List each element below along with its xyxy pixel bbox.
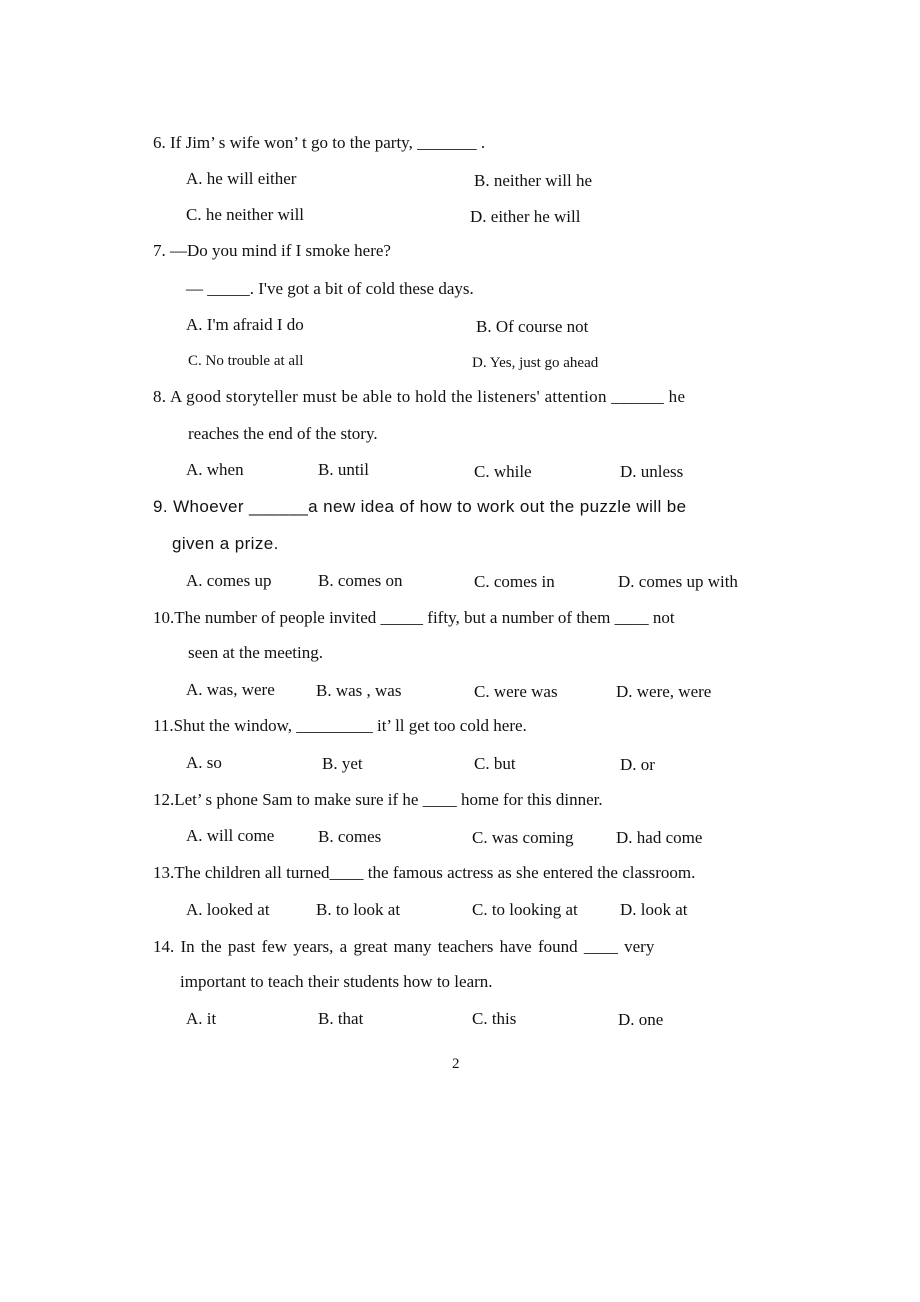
q14-stem: 14. In the past few years, a great many teachers have found ____ very — [153, 937, 655, 956]
q12-option-c: C. was coming — [472, 828, 574, 847]
q8-option-b: B. until — [318, 460, 370, 479]
q10-option-c: C. were was — [474, 682, 558, 701]
q9-option-b: B. comes on — [318, 571, 403, 590]
q6-option-b: B. neither will he — [474, 171, 593, 190]
q13-stem: 13.The children all turned____ the famous actress as she entered the classroom. — [153, 863, 696, 882]
q11-option-a: A. so — [186, 753, 222, 772]
q7-option-c: C. No trouble at all — [188, 353, 304, 369]
q7-option-a: A. I'm afraid I do — [186, 315, 304, 334]
q8-stem-line2: reaches the end of the story. — [188, 424, 378, 443]
q12-option-a: A. will come — [186, 826, 275, 845]
q7-option-b: B. Of course not — [476, 317, 589, 336]
q13-option-c: C. to looking at — [472, 900, 578, 919]
q14-option-a: A. it — [186, 1009, 217, 1028]
q11-option-b: B. yet — [322, 754, 363, 773]
q9-stem: 9. Whoever ______a new idea of how to work out the puzzle will be — [153, 497, 687, 516]
q10-option-d: D. were, were — [616, 682, 712, 701]
q9-option-d: D. comes up with — [618, 572, 738, 591]
q11-option-c: C. but — [474, 754, 516, 773]
q8-stem: 8. A good storyteller must be able to hold the listeners' attention ______ he — [153, 387, 686, 406]
q9-stem-line2: given a prize. — [172, 534, 279, 553]
q7-stem-line2: — _____. I've got a bit of cold these days. — [186, 279, 474, 298]
q12-option-d: D. had come — [616, 828, 703, 847]
q9-option-c: C. comes in — [474, 572, 555, 591]
q14-stem-line2: important to teach their students how to learn. — [180, 972, 493, 991]
q13-option-b: B. to look at — [316, 900, 401, 919]
q14-option-c: C. this — [472, 1009, 517, 1028]
q8-option-c: C. while — [474, 462, 532, 481]
q10-stem: 10.The number of people invited _____ fifty, but a number of them ____ not — [153, 608, 675, 627]
q9-option-a: A. comes up — [186, 571, 272, 590]
q12-option-b: B. comes — [318, 827, 382, 846]
q14-option-d: D. one — [618, 1010, 664, 1029]
q12-stem: 12.Let’ s phone Sam to make sure if he ____ home for this dinner. — [153, 790, 603, 809]
q11-stem: 11.Shut the window, _________ it’ ll get too cold here. — [153, 716, 527, 735]
q10-option-b: B. was , was — [316, 681, 402, 700]
q10-stem-line2: seen at the meeting. — [188, 643, 324, 662]
q10-option-a: A. was, were — [186, 680, 275, 699]
q8-option-a: A. when — [186, 460, 244, 479]
q6-stem: 6. If Jim’ s wife won’ t go to the party, _______ . — [153, 133, 486, 152]
page-number: 2 — [452, 1056, 460, 1072]
q11-option-d: D. or — [620, 755, 655, 774]
q7-stem: 7. —Do you mind if I smoke here? — [153, 241, 391, 260]
q13-option-d: D. look at — [620, 900, 688, 919]
q13-option-a: A. looked at — [186, 900, 270, 919]
q6-option-c: C. he neither will — [186, 205, 305, 224]
q14-option-b: B. that — [318, 1009, 364, 1028]
q8-option-d: D. unless — [620, 462, 684, 481]
q6-option-a: A. he will either — [186, 169, 297, 188]
q7-option-d: D. Yes, just go ahead — [472, 355, 599, 371]
q6-option-d: D. either he will — [470, 207, 581, 226]
